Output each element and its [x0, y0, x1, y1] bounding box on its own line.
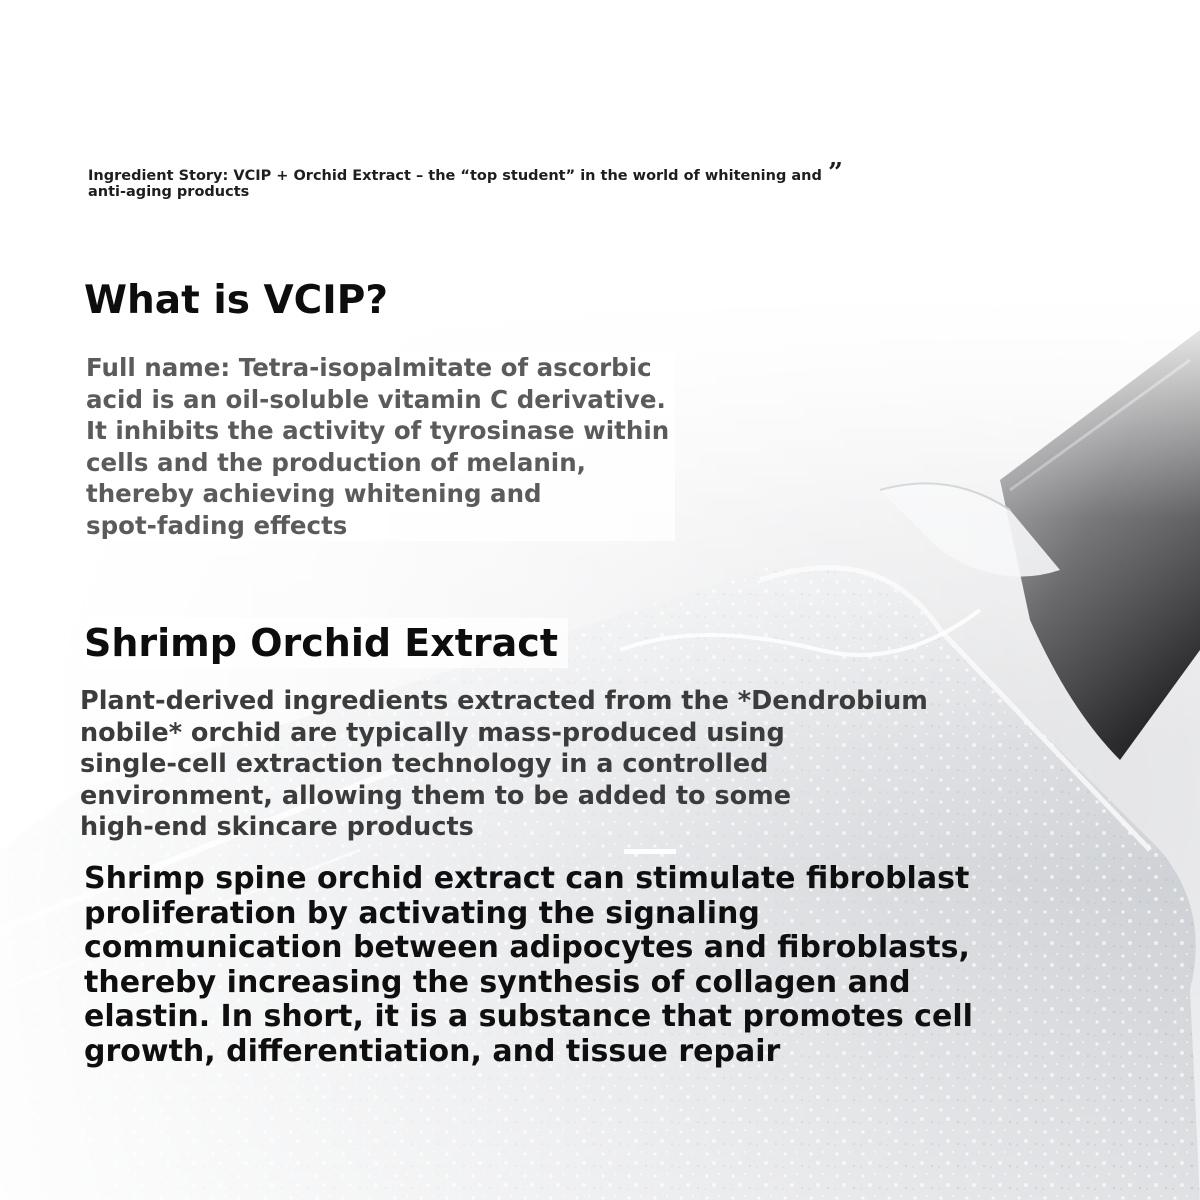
orchid-line: high-end skincare products	[80, 812, 474, 842]
quote-mark-icon: ”	[828, 158, 843, 188]
vcip-description	[80, 352, 675, 541]
orchid-line: environment, allowing them to be added to some	[80, 780, 792, 811]
orchid-heading: Shrimp Orchid Extract	[84, 618, 568, 668]
vcip-line: spot-fading effects	[86, 510, 348, 540]
fibroblast-line: thereby increasing the synthesis of collagen and	[84, 964, 911, 1000]
fibroblast-line: proliferation by activating the signaling	[84, 895, 760, 931]
vcip-line: thereby achieving whitening and	[86, 479, 542, 508]
fibroblast-description	[84, 862, 973, 1069]
vcip-line: cells and the production of melanin,	[86, 447, 586, 477]
vcip-heading: What is VCIP?	[84, 276, 396, 326]
orchid-line: Plant-derived ingredients extracted from the *Dendrobium	[80, 686, 928, 716]
vcip-line: It inhibits the activity of tyrosinase within	[86, 416, 670, 445]
fibroblast-line: communication between adipocytes and fibroblasts,	[84, 930, 970, 965]
header-title: Ingredient Story: VCIP + Orchid Extract – the “top student” in the world of whitening and anti-aging products	[88, 168, 822, 200]
fibroblast-line: elastin. In short, it is a substance that promotes cell	[84, 999, 973, 1034]
divider-dash	[624, 849, 676, 854]
fibroblast-line: Shrimp spine orchid extract can stimulate fibroblast	[84, 861, 970, 896]
vcip-line: Full name: Tetra-isopalmitate of ascorbic	[86, 353, 652, 382]
fibroblast-line: growth, differentiation, and tissue repair	[84, 1033, 781, 1069]
orchid-description	[80, 686, 928, 844]
orchid-line: single-cell extraction technology in a controlled	[80, 749, 769, 779]
orchid-line: nobile* orchid are typically mass-produced using	[80, 717, 785, 748]
ingredient-story-header	[80, 160, 823, 204]
vcip-line: acid is an oil-soluble vitamin C derivative.	[86, 384, 666, 414]
